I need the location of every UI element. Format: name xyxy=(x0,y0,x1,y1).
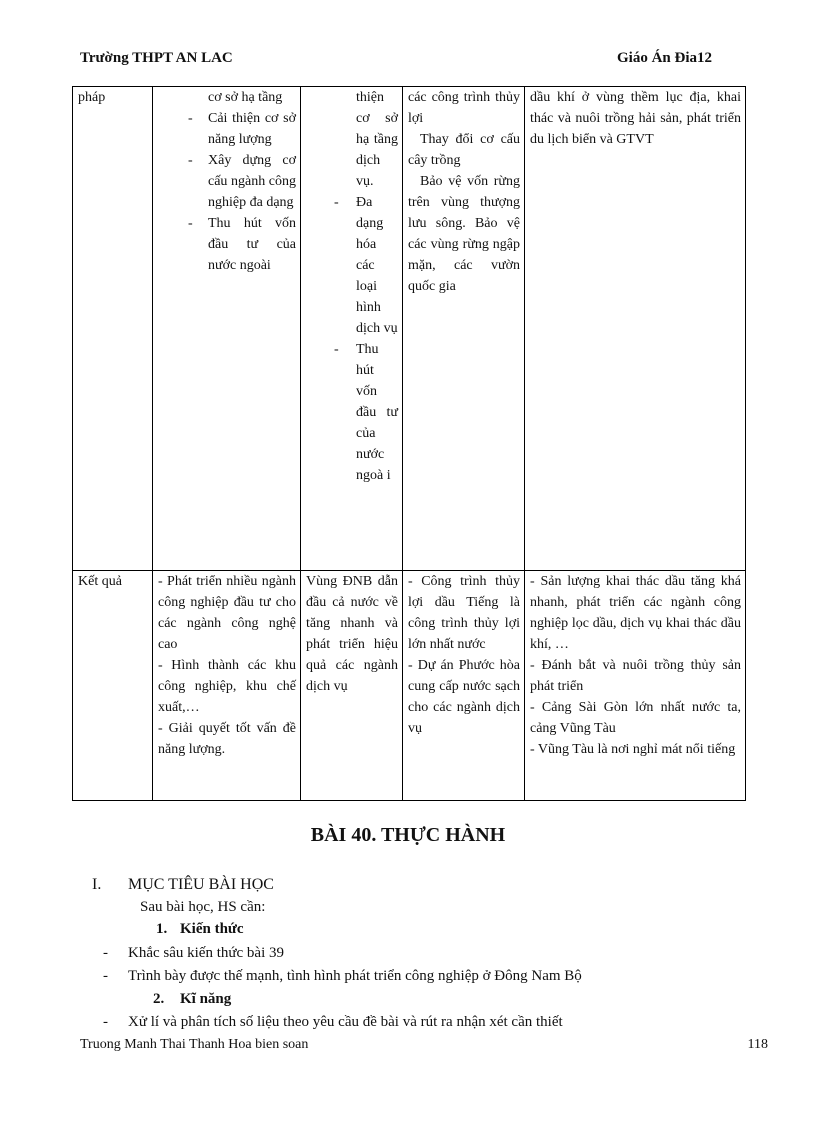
list-dash: - xyxy=(103,968,108,984)
list-dash: - xyxy=(103,1014,108,1030)
table-cell xyxy=(403,87,525,571)
cell-paragraph: các công trình thủy lợi xyxy=(408,90,520,126)
table-cell xyxy=(403,571,525,801)
list-item: - Cải thiện cơ sở năng lượng xyxy=(158,108,296,150)
list-item: - Đa dạng hóa các loại hình dịch vụ xyxy=(306,192,398,339)
list-item: Khắc sâu kiến thức bài 39 xyxy=(128,945,284,961)
list-item: cơ sở hạ tầng xyxy=(208,90,283,105)
bullet-list xyxy=(306,87,398,486)
table-cell: Vùng ĐNB dẫn đầu cả nước về tăng nhanh và phát triển hiệu quả các ngành dịch vụ xyxy=(301,571,403,801)
table-cell: dầu khí ở vùng thềm lục địa, khai thác và nuôi trồng hải sản, phát triển du lịch biển và GTVT xyxy=(525,87,746,571)
header-school: Trường THPT AN LAC xyxy=(80,50,233,66)
summary-table xyxy=(72,86,746,801)
page-number: 118 xyxy=(747,1037,768,1052)
cell-paragraph: - Hình thành các khu công nghiệp, khu chế xuất,… xyxy=(158,658,296,715)
footer-author: Truong Manh Thai Thanh Hoa bien soan xyxy=(80,1037,309,1052)
header-doc-title: Giáo Án Đia12 xyxy=(616,50,712,66)
row-label-cell: Kết quả xyxy=(73,571,153,801)
list-item: Xử lí và phân tích số liệu theo yêu cầu đề bài và rút ra nhận xét cần thiết xyxy=(128,1014,563,1030)
subsection-title: Kĩ năng xyxy=(180,991,232,1007)
section-intro: Sau bài học, HS cần: xyxy=(140,899,266,915)
list-item: - Xây dựng cơ cấu ngành công nghiệp đa dạng xyxy=(158,150,296,213)
cell-paragraph: - Cảng Sài Gòn lớn nhất nước ta, cảng Vũng Tàu xyxy=(530,700,741,736)
bullet-list xyxy=(158,87,296,276)
list-item: thiện cơ sở hạ tầng dịch vụ. xyxy=(356,90,398,189)
cell-paragraph: Bảo vệ vốn rừng trên vùng thượng lưu sông. Bảo vệ các vùng rừng ngập mặn, các vườn quốc gia xyxy=(408,174,520,294)
cell-paragraph: - Dự án Phước hòa cung cấp nước sạch cho các ngành dịch vụ xyxy=(408,658,520,736)
table-cell xyxy=(153,87,301,571)
cell-paragraph: - Đánh bắt và nuôi trồng thủy sản phát triển xyxy=(530,658,741,694)
list-dash: - xyxy=(103,945,108,961)
list-item: - Thu hút vốn đầu tư của nước ngoài xyxy=(158,213,296,276)
subsection-number: 1. xyxy=(156,921,168,937)
section-title: MỤC TIÊU BÀI HỌC xyxy=(128,876,274,893)
section-number: I. xyxy=(92,876,102,893)
subsection-title: Kiến thức xyxy=(180,921,244,937)
cell-paragraph: - Công trình thủy lợi dầu Tiếng là công trình thủy lợi lớn nhất nước xyxy=(408,574,520,652)
cell-paragraph: - Phát triển nhiều ngành công nghiệp đầu tư cho các ngành công nghệ cao xyxy=(158,574,296,652)
list-item: - Thu hút vốn đầu tư của nước ngoà i xyxy=(306,339,398,486)
cell-paragraph: - Vũng Tàu là nơi nghỉ mát nổi tiếng xyxy=(530,742,736,757)
table-cell xyxy=(301,87,403,571)
cell-paragraph: Thay đổi cơ cấu cây trồng xyxy=(408,132,520,168)
cell-paragraph: - Sản lượng khai thác dầu tăng khá nhanh, phát triển các ngành công nghiệp lọc dầu, dịch vụ khai thác dầu khí, … xyxy=(530,574,741,652)
subsection-number: 2. xyxy=(153,991,165,1007)
lesson-title: BÀI 40. THỰC HÀNH xyxy=(310,824,506,846)
table-cell xyxy=(153,571,301,801)
row-label-cell: pháp xyxy=(73,87,153,571)
list-item: Trình bày được thế mạnh, tình hình phát triển công nghiệp ở Đông Nam Bộ xyxy=(128,968,582,984)
cell-paragraph: - Giải quyết tốt vấn đề năng lượng. xyxy=(158,721,296,757)
table-row xyxy=(73,571,746,801)
table-row xyxy=(73,87,746,571)
table-cell xyxy=(525,571,746,801)
